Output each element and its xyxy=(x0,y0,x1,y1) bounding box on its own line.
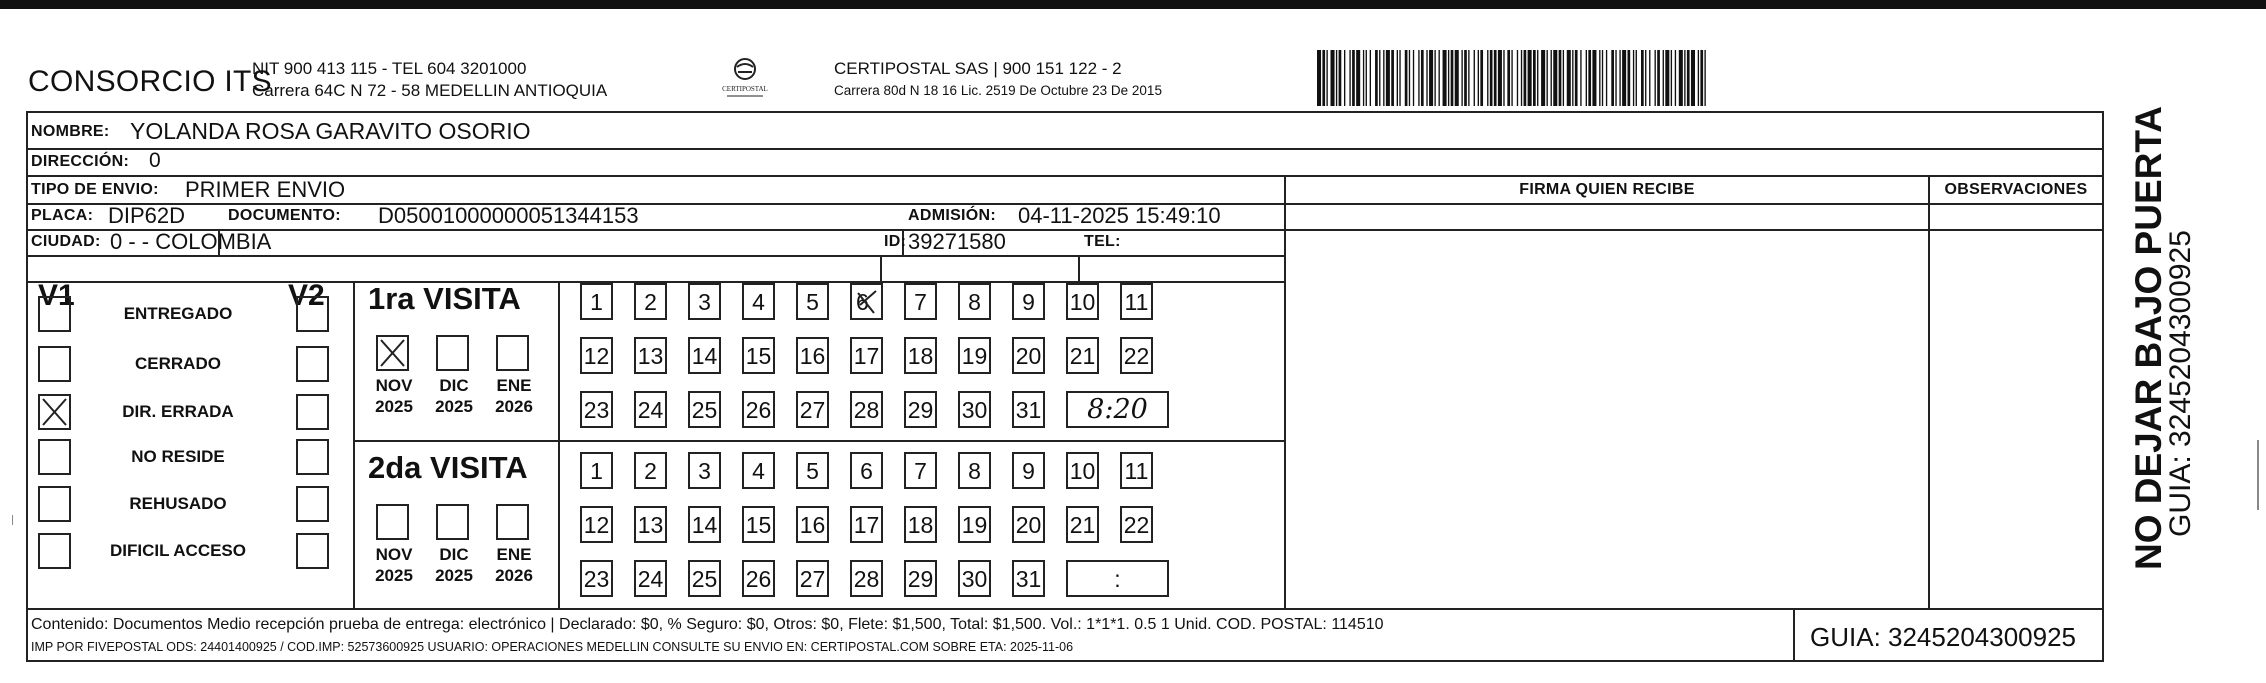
side-warning: NO DEJAR BAJO PUERTA xyxy=(2128,106,2169,570)
day-number: 18 xyxy=(907,512,934,538)
month-name: NOV xyxy=(375,376,413,395)
day-number: 25 xyxy=(691,566,718,592)
status-label: REHUSADO xyxy=(129,494,227,513)
firma-header: FIRMA QUIEN RECIBE xyxy=(1519,181,1695,198)
footer-content-line: Contenido: Documentos Medio recepción prueba de entrega: electrónico | Declarado: $0, % Seguro: $0, Otros: $0, Flete: $1,500, Total: $1,500. Vol.: 1*1*1. 0.5 1 Unid. COD. POSTAL: 114510 xyxy=(31,616,1384,633)
day-number: 29 xyxy=(907,566,934,592)
day-number: 24 xyxy=(637,397,664,423)
visit2-day-box[interactable] xyxy=(580,452,613,489)
visit1-day-box[interactable] xyxy=(1012,391,1045,428)
day-number: 12 xyxy=(583,512,610,538)
visit1-time-box[interactable] xyxy=(1066,391,1169,428)
month-name: NOV xyxy=(375,545,413,564)
visit2-day-box[interactable] xyxy=(634,452,667,489)
month-name: ENE xyxy=(496,545,532,564)
day-number: 13 xyxy=(637,512,664,538)
day-number: 2 xyxy=(644,458,657,484)
day-number: 23 xyxy=(583,566,610,592)
day-number: 27 xyxy=(799,397,826,423)
day-number: 10 xyxy=(1069,289,1096,315)
delivery-card xyxy=(26,111,2104,662)
day-number: 1 xyxy=(590,458,603,484)
documento-label: DOCUMENTO: xyxy=(228,207,341,224)
day-number: 21 xyxy=(1069,512,1096,538)
id-value: 39271580 xyxy=(908,229,1006,254)
visit2-day-box[interactable] xyxy=(796,506,829,543)
day-number: 24 xyxy=(637,566,664,592)
day-number: 28 xyxy=(853,397,880,423)
documento-value: D05001000000051344153 xyxy=(378,203,639,228)
day-number: 6 xyxy=(860,458,873,484)
x-mark-icon xyxy=(40,396,69,428)
visit1-day-box[interactable] xyxy=(850,337,883,374)
edge-mark-left xyxy=(12,515,13,525)
visit2-day-box[interactable] xyxy=(1012,452,1045,489)
placa-label: PLACA: xyxy=(31,207,94,224)
v1-checkbox[interactable] xyxy=(38,296,71,332)
x-mark-icon xyxy=(378,337,407,369)
visit2-month-label xyxy=(368,544,420,586)
visit1-day-box[interactable] xyxy=(580,391,613,428)
company-address-line: Carrera 64C N 72 - 58 MEDELLIN ANTIOQUIA xyxy=(252,81,608,100)
tipo-envio-label: TIPO DE ENVIO: xyxy=(31,181,159,198)
day-number: 14 xyxy=(691,343,718,369)
handwritten-mark-icon xyxy=(852,285,881,318)
direccion-value: 0 xyxy=(149,149,161,172)
visit2-day-box[interactable] xyxy=(634,560,667,597)
v2-checkbox[interactable] xyxy=(296,486,329,522)
day-number: 30 xyxy=(961,397,988,423)
month-year: 2025 xyxy=(375,566,413,585)
v1-checkbox[interactable] xyxy=(38,346,71,382)
visit1-day-box[interactable] xyxy=(742,337,775,374)
day-number: 27 xyxy=(799,566,826,592)
day-number: 5 xyxy=(806,458,819,484)
visit2-day-box[interactable] xyxy=(742,560,775,597)
day-number: 4 xyxy=(752,458,765,484)
v2-checkbox[interactable] xyxy=(296,533,329,569)
visit1-month-label xyxy=(428,375,480,417)
day-number: 30 xyxy=(961,566,988,592)
day-number: 13 xyxy=(637,343,664,369)
visit2-day-box[interactable] xyxy=(850,560,883,597)
visit2-day-box[interactable] xyxy=(1012,506,1045,543)
visit1-day-box[interactable] xyxy=(796,391,829,428)
barcode-icon xyxy=(1315,50,1710,106)
day-number: 14 xyxy=(691,512,718,538)
status-label: DIFICIL ACCESO xyxy=(109,541,246,560)
visit1-day-box[interactable] xyxy=(796,283,829,320)
visit1-day-box[interactable] xyxy=(850,283,883,320)
v1-checkbox[interactable] xyxy=(38,394,71,430)
visit2-day-box[interactable] xyxy=(904,452,937,489)
visit2-day-box[interactable] xyxy=(796,560,829,597)
visit2-day-box[interactable] xyxy=(1066,452,1099,489)
status-label: DIR. ERRADA xyxy=(122,402,234,421)
company-nit-line: NIT 900 413 115 - TEL 604 3201000 xyxy=(252,59,527,78)
edge-mark xyxy=(2257,440,2259,510)
visit1-day-box[interactable] xyxy=(904,337,937,374)
certipostal-address-line: Carrera 80d N 18 16 Lic. 2519 De Octubre 23 De 2015 xyxy=(834,83,1162,98)
nombre-value: YOLANDA ROSA GARAVITO OSORIO xyxy=(130,118,531,144)
certipostal-nit-line: CERTIPOSTAL SAS | 900 151 122 - 2 xyxy=(834,59,1122,78)
company-name: CONSORCIO ITS xyxy=(28,65,272,98)
status-label: CERRADO xyxy=(135,354,221,373)
visit2-day-box[interactable] xyxy=(580,560,613,597)
day-number: 3 xyxy=(698,289,711,315)
month-year: 2025 xyxy=(375,397,413,416)
visit2-day-box[interactable] xyxy=(742,506,775,543)
day-number: 19 xyxy=(961,343,988,369)
day-number: 7 xyxy=(914,458,927,484)
day-number: 17 xyxy=(853,512,880,538)
visit2-day-box[interactable] xyxy=(688,452,721,489)
visit2-day-box[interactable] xyxy=(580,506,613,543)
visit1-day-box[interactable] xyxy=(742,391,775,428)
direccion-label: DIRECCIÓN: xyxy=(31,153,130,170)
visit2-day-box[interactable] xyxy=(958,506,991,543)
v1-checkbox[interactable] xyxy=(38,533,71,569)
day-number: 2 xyxy=(644,289,657,315)
visit1-day-box[interactable] xyxy=(580,337,613,374)
tipo-envio-value: PRIMER ENVIO xyxy=(185,177,346,202)
visit1-month-label xyxy=(488,375,540,417)
v1-header: V1 xyxy=(38,279,75,312)
visit1-day-box[interactable] xyxy=(796,337,829,374)
day-number: 9 xyxy=(1022,458,1035,484)
observaciones-header: OBSERVACIONES xyxy=(1944,181,2088,198)
footer-guia: GUIA: 3245204300925 xyxy=(1810,622,2076,652)
visit2-month-checkbox[interactable] xyxy=(376,504,409,540)
day-number: 22 xyxy=(1123,512,1150,538)
day-number: 19 xyxy=(961,512,988,538)
day-number: 31 xyxy=(1015,397,1042,423)
visit1-day-box[interactable] xyxy=(688,337,721,374)
visit2-title: 2da VISITA xyxy=(368,450,528,485)
month-name: DIC xyxy=(439,545,469,564)
placa-value: DIP62D xyxy=(108,203,186,228)
day-number: 4 xyxy=(752,289,765,315)
visit2-month-label xyxy=(428,544,480,586)
visit2-day-box[interactable] xyxy=(958,452,991,489)
visit1-day-box[interactable] xyxy=(1120,283,1153,320)
visit1-day-box[interactable] xyxy=(1012,337,1045,374)
visit2-month-label xyxy=(488,544,540,586)
visit1-day-box[interactable] xyxy=(904,391,937,428)
v1-checkbox[interactable] xyxy=(38,439,71,475)
month-name: ENE xyxy=(496,376,532,395)
visit2-day-box[interactable] xyxy=(796,452,829,489)
visit2-day-box[interactable] xyxy=(742,452,775,489)
month-year: 2026 xyxy=(495,566,533,585)
v2-checkbox[interactable] xyxy=(296,296,329,332)
status-label: ENTREGADO xyxy=(123,304,233,323)
day-number: 26 xyxy=(745,566,772,592)
v2-checkbox[interactable] xyxy=(296,346,329,382)
day-number: 9 xyxy=(1022,289,1035,315)
day-number: 28 xyxy=(853,566,880,592)
side-guia: GUIA: 3245204300925 xyxy=(2164,230,2197,537)
ciudad-label: CIUDAD: xyxy=(31,233,101,250)
visit1-month-checkbox[interactable] xyxy=(376,335,409,371)
day-number: 25 xyxy=(691,397,718,423)
day-number: 7 xyxy=(914,289,927,315)
visit2-day-box[interactable] xyxy=(1120,452,1153,489)
day-number: 15 xyxy=(745,512,772,538)
day-number: 16 xyxy=(799,343,826,369)
visit1-day-box[interactable] xyxy=(688,283,721,320)
day-number: 11 xyxy=(1124,289,1149,315)
day-number: 20 xyxy=(1015,343,1042,369)
visit2-day-box[interactable] xyxy=(1012,560,1045,597)
visit1-day-box[interactable] xyxy=(580,283,613,320)
day-number: 17 xyxy=(853,343,880,369)
visit2-day-box[interactable] xyxy=(850,452,883,489)
day-number: 15 xyxy=(745,343,772,369)
day-number: 8 xyxy=(968,289,981,315)
visit1-title: 1ra VISITA xyxy=(368,281,521,316)
visit2-day-box[interactable] xyxy=(904,560,937,597)
visit2-time-box[interactable] xyxy=(1066,560,1169,597)
admision-label: ADMISIÓN: xyxy=(908,207,997,224)
visit2-day-box[interactable] xyxy=(634,506,667,543)
visit1-day-box[interactable] xyxy=(958,391,991,428)
visit1-day-box[interactable] xyxy=(1012,283,1045,320)
v2-header: V2 xyxy=(288,279,325,312)
v2-checkbox[interactable] xyxy=(296,394,329,430)
visit2-month-checkbox[interactable] xyxy=(496,504,529,540)
visit1-month-label xyxy=(368,375,420,417)
day-number: 31 xyxy=(1015,566,1042,592)
day-number: 29 xyxy=(907,397,934,423)
admision-value: 04-11-2025 15:49:10 xyxy=(1018,203,1221,228)
v1-checkbox[interactable] xyxy=(38,486,71,522)
certipostal-logo-icon xyxy=(715,55,775,101)
day-number: 18 xyxy=(907,343,934,369)
visit2-day-box[interactable] xyxy=(958,560,991,597)
visit2-month-checkbox[interactable] xyxy=(436,504,469,540)
tel-label: TEL: xyxy=(1084,233,1121,250)
visit2-day-box[interactable] xyxy=(904,506,937,543)
nombre-label: NOMBRE: xyxy=(31,123,110,140)
visit1-month-checkbox[interactable] xyxy=(436,335,469,371)
logo-text: CERTIPOSTAL xyxy=(722,85,768,93)
visit1-day-box[interactable] xyxy=(634,337,667,374)
day-number: 20 xyxy=(1015,512,1042,538)
day-number: 8 xyxy=(968,458,981,484)
month-year: 2025 xyxy=(435,566,473,585)
day-number: 10 xyxy=(1069,458,1096,484)
ciudad-value: 0 - - COLOMBIA xyxy=(110,229,272,254)
visit1-day-box[interactable] xyxy=(634,391,667,428)
visit2-day-box[interactable] xyxy=(850,506,883,543)
visit1-month-checkbox[interactable] xyxy=(496,335,529,371)
month-year: 2026 xyxy=(495,397,533,416)
day-number: 26 xyxy=(745,397,772,423)
certipostal-info xyxy=(834,58,1162,102)
visit1-day-box[interactable] xyxy=(958,283,991,320)
company-info xyxy=(252,58,607,102)
visit1-time-value: 8:20 xyxy=(1087,394,1148,425)
month-year: 2025 xyxy=(435,397,473,416)
footer-print-line: IMP POR FIVEPOSTAL ODS: 24401400925 / COD.IMP: 52573600925 USUARIO: OPERACIONES MEDELLIN CONSULTE SU ENVIO EN: CERTIPOSTAL.COM SOBRE ETA: 2025-11-06 xyxy=(31,640,1074,654)
day-number: 3 xyxy=(698,458,711,484)
day-number: 16 xyxy=(799,512,826,538)
visit1-day-box[interactable] xyxy=(958,337,991,374)
day-number: 22 xyxy=(1123,343,1150,369)
day-number: 12 xyxy=(583,343,610,369)
visit1-day-box[interactable] xyxy=(1066,283,1099,320)
visit1-day-box[interactable] xyxy=(850,391,883,428)
status-label: NO RESIDE xyxy=(131,447,225,466)
visit2-day-box[interactable] xyxy=(688,560,721,597)
month-name: DIC xyxy=(439,376,469,395)
visit2-day-box[interactable] xyxy=(1066,506,1099,543)
visit1-day-box[interactable] xyxy=(634,283,667,320)
day-number: 23 xyxy=(583,397,610,423)
id-label: ID: xyxy=(884,233,907,250)
visit1-day-box[interactable] xyxy=(688,391,721,428)
day-number: 5 xyxy=(806,289,819,315)
visit2-time-value: : xyxy=(1114,566,1121,592)
day-number: 21 xyxy=(1069,343,1096,369)
day-number: 1 xyxy=(590,289,603,315)
visit1-day-box[interactable] xyxy=(904,283,937,320)
day-number: 11 xyxy=(1124,458,1149,484)
visit1-day-box[interactable] xyxy=(1120,337,1153,374)
visit1-day-box[interactable] xyxy=(1066,337,1099,374)
visit1-day-box[interactable] xyxy=(742,283,775,320)
top-border-bar xyxy=(0,0,2266,9)
visit2-day-box[interactable] xyxy=(688,506,721,543)
day-number: 6 xyxy=(856,289,869,315)
v2-checkbox[interactable] xyxy=(296,439,329,475)
visit2-day-box[interactable] xyxy=(1120,506,1153,543)
